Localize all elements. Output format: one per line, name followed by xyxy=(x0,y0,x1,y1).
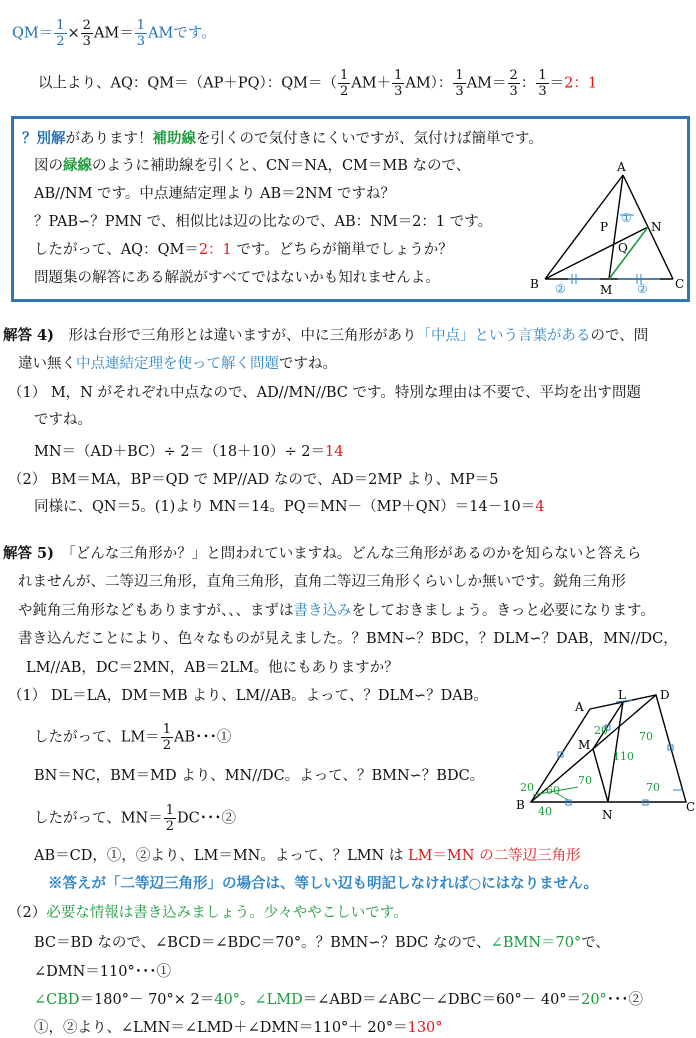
label-m: M xyxy=(578,738,591,752)
line-bn xyxy=(545,227,648,279)
label-c: C xyxy=(686,800,696,814)
angle-70-top: 70 xyxy=(639,730,653,743)
eq-text: QM＝ xyxy=(12,25,54,42)
answer4-line-7: 同様に、QN＝5。(1)より MN＝14。PQ＝MN－（MP＋QN）＝14－10＝4 xyxy=(34,499,545,515)
answer5-heading: 解答 5) xyxy=(3,545,54,562)
answer5-line-1: 解答 5) 「どんな三角形か？」と問われていますね。どんな三角形があるのかを知らないと答えら xyxy=(3,545,642,562)
fraction: $\frac{2}{3}$ xyxy=(82,18,91,49)
angle-70-right: 70 xyxy=(646,781,660,794)
mark-2-left: ② xyxy=(555,282,566,296)
angle-110: 110 xyxy=(613,750,634,763)
box-line-6: 問題集の解答にある解説がすべてではないかも知れませんよ。 xyxy=(34,270,440,286)
answer5-note: ※答えが「二等辺三角形」の場合は、等しい辺も明記しなければ○にはなりません。 xyxy=(48,875,599,892)
fraction: $\frac{1}{3}$ xyxy=(136,18,146,49)
answer4-line-6: （2） BM＝MA，BP＝QD で MP//AD なので、AD＝2MP より、MP＝5 xyxy=(8,472,499,488)
label-c: C xyxy=(675,277,685,291)
answer5-line-6: （1） DL＝LA，DM＝MB より、LM//AB。よって、？DLM∽？DAB。 xyxy=(8,688,488,704)
answer5-line-8: BN＝NC，BM＝MD より、MN//DC。よって、？BMN∽？BDC。 xyxy=(34,768,485,784)
answer5-line-11: （2）必要な情報は書き込みましょう。少々ややこしいです。 xyxy=(8,905,408,921)
answer4-heading: 解答 4) xyxy=(3,327,54,344)
answer5-line-4: 書き込んだことにより、色々なものが見えました。？BMN∽？BDC，？DLM∽？DAB，MN//DC， xyxy=(18,631,678,647)
box-line-5: したがって、AQ：QM＝2：1 です。どちらが簡単でしょうか？ xyxy=(34,242,453,258)
answer5-line-3: や鈍角三角形などもありますが、、、まずは書き込みをしておきましょう。きっと必要になります。 xyxy=(18,603,655,619)
answer4-line-1: 解答 4) 形は台形で三角形とは違いますが、中に三角形があり「中点」という言葉があるので、問 xyxy=(3,327,649,344)
answer4-line-3: （1） M，N がそれぞれ中点なので、AD//MN//BC です。特別な理由は不要で、平均を出す問題 xyxy=(8,385,642,401)
angle-20: 20 xyxy=(594,724,608,737)
label-q: Q xyxy=(618,241,628,255)
box-line-2: 図の緑線のように補助線を引くと、CN＝NA，CM＝MB なので、 xyxy=(34,157,471,174)
answer4-line-5: MN＝（AD＋BC）÷ 2＝（18＋10）÷ 2＝14 xyxy=(34,444,344,460)
triangle-figure-1 xyxy=(520,155,690,295)
box-line-3: AB//NM です。中点連結定理より AB＝2NM ですね？ xyxy=(34,186,395,202)
label-b: B xyxy=(530,277,539,291)
trapezoid-figure-2 xyxy=(508,685,694,825)
angle-20-left: 20 xyxy=(520,781,534,794)
angle-70-mid: 70 xyxy=(578,774,592,787)
qm-equation: QM＝ $\frac{1}{2}$ × $\frac{2}{3}$ AM＝ $\frac{1}{3}$ AMです。 xyxy=(12,18,216,49)
label-n: N xyxy=(602,808,613,822)
label-m: M xyxy=(600,283,613,297)
label-b: B xyxy=(516,798,525,812)
label-n: N xyxy=(651,220,662,234)
answer4-line-4: ですね。 xyxy=(34,412,92,428)
answer5-line-13: ∠DMN＝110°･･･① xyxy=(34,964,171,980)
box-line-4: ？PAB∽？PMN で、相似比は辺の比なので、AB：NM＝2：1 です。 xyxy=(34,214,493,230)
answer5-line-10: AB＝CD，①，②より、LM＝MN。よって、？LMN は LM＝MN の二等辺三角形 xyxy=(34,848,581,864)
answer: 2：1 xyxy=(564,75,598,92)
angle-40: 40 xyxy=(538,805,552,818)
answer5-line-14: ∠CBD＝180°－ 70°× 2＝40°。∠LMD＝∠ABD＝∠ABC－∠DBC＝60°－ 40°＝20°･･･② xyxy=(34,992,644,1008)
segment-mn xyxy=(593,749,608,802)
answer5-line-9: したがって、MN＝ $\frac{1}{2}$ DC･･･② xyxy=(34,803,237,834)
label-p: P xyxy=(600,220,609,234)
answer5-line-2: れませんが、二等辺三角形，直角三角形，直角二等辺三角形くらいしか無いです。鋭角三角形 xyxy=(18,574,626,590)
answer5-line-5: LM//AB，DC＝2MN，AB＝2LM。他にもありますか？ xyxy=(26,660,399,676)
box-line-1: ？別解があります！補助線を引くので気付きにくいですが、気付けば簡単です。 xyxy=(22,130,543,147)
mark-2-right: ② xyxy=(637,282,648,296)
answer5-line-12: BC＝BD なので、∠BCD＝∠BDC＝70°。？BMN∽？BDC なので、∠BMN＝70°で、 xyxy=(34,935,610,951)
answer5-line-7: したがって、LM＝ $\frac{1}{2}$ AB･･･① xyxy=(34,722,232,753)
answer5-line-15: ①，②より、∠LMN＝∠LMD＋∠DMN＝110°＋ 20°＝130° xyxy=(34,1020,443,1036)
label-l: L xyxy=(618,688,626,702)
mark-1: ① xyxy=(621,211,632,225)
angle-60: 60 xyxy=(546,784,560,797)
ratio-equation: 以上より、AQ：QM＝（AP＋PQ）：QM＝（ $\frac{1}{2}$ AM＋ $\frac{1}{3}$ AM）： $\frac{1}{3}$ AM＝ $\frac{2}{3}$ ： $\frac{1}{3}$ ＝2：1 xyxy=(38,68,598,99)
label-a: A xyxy=(575,700,584,714)
fraction: $\frac{1}{2}$ xyxy=(56,18,65,49)
answer4-line-2: 違い無く中点連結定理を使って解く問題ですね。 xyxy=(18,356,337,372)
label-a: A xyxy=(617,160,626,174)
label-d: D xyxy=(660,688,670,702)
